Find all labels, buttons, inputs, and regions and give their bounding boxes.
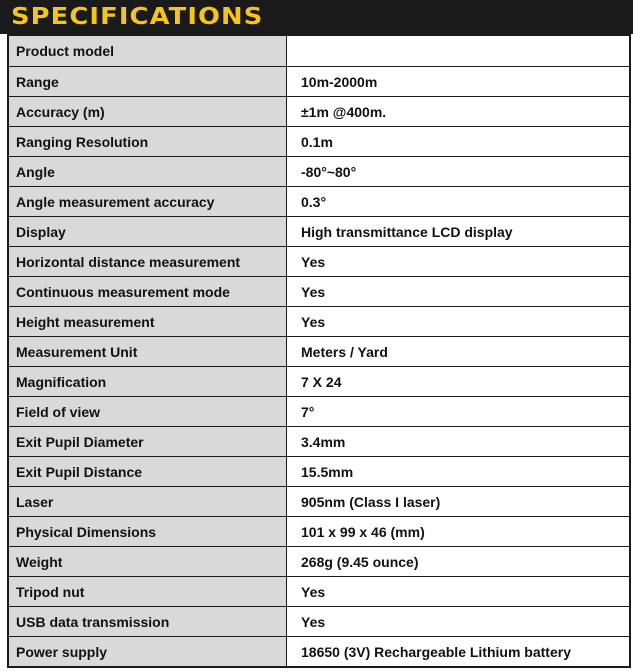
spec-label-cell: Tripod nut bbox=[9, 577, 287, 606]
spec-value-cell: -80°~80° bbox=[287, 157, 629, 186]
spec-label-cell: Accuracy (m) bbox=[9, 97, 287, 126]
spec-label-cell: Weight bbox=[9, 547, 287, 576]
spec-value-cell: Yes bbox=[287, 247, 629, 276]
specifications-header bbox=[0, 0, 633, 34]
spec-value-cell: 101 x 99 x 46 (mm) bbox=[287, 517, 629, 546]
spec-label-cell: Horizontal distance measurement bbox=[9, 247, 287, 276]
table-row bbox=[9, 546, 629, 576]
spec-label-cell: Exit Pupil Distance bbox=[9, 457, 287, 486]
spec-value-cell: 268g (9.45 ounce) bbox=[287, 547, 629, 576]
spec-value-cell: 7° bbox=[287, 397, 629, 426]
spec-label-cell: Laser bbox=[9, 487, 287, 516]
spec-value-cell: Yes bbox=[287, 607, 629, 636]
table-row bbox=[9, 366, 629, 396]
spec-label-cell: Power supply bbox=[9, 637, 287, 666]
table-row bbox=[9, 426, 629, 456]
table-row bbox=[9, 216, 629, 246]
spec-label-cell: Angle measurement accuracy bbox=[9, 187, 287, 216]
spec-label-cell: Product model bbox=[9, 36, 287, 66]
spec-label-cell: Range bbox=[9, 67, 287, 96]
spec-value-cell: 0.3° bbox=[287, 187, 629, 216]
table-row bbox=[9, 36, 629, 66]
table-row bbox=[9, 306, 629, 336]
spec-label-cell: Physical Dimensions bbox=[9, 517, 287, 546]
spec-label-cell: Display bbox=[9, 217, 287, 246]
spec-value-cell: Yes bbox=[287, 307, 629, 336]
spec-label-cell: Continuous measurement mode bbox=[9, 277, 287, 306]
table-row bbox=[9, 336, 629, 366]
spec-label-cell: Measurement Unit bbox=[9, 337, 287, 366]
spec-label-cell: Angle bbox=[9, 157, 287, 186]
spec-label-cell: Ranging Resolution bbox=[9, 127, 287, 156]
table-row bbox=[9, 516, 629, 546]
page-title: SPECIFICATIONS bbox=[11, 4, 264, 30]
table-row bbox=[9, 606, 629, 636]
table-row bbox=[9, 396, 629, 426]
spec-value-cell: 10m-2000m bbox=[287, 67, 629, 96]
spec-value-cell: 7 X 24 bbox=[287, 367, 629, 396]
spec-value-cell: 18650 (3V) Rechargeable Lithium battery bbox=[287, 637, 629, 666]
spec-value-cell: 3.4mm bbox=[287, 427, 629, 456]
specifications-table bbox=[7, 34, 631, 668]
spec-label-cell: Exit Pupil Diameter bbox=[9, 427, 287, 456]
spec-value-cell bbox=[287, 36, 629, 66]
spec-label-cell: USB data transmission bbox=[9, 607, 287, 636]
spec-label-cell: Height measurement bbox=[9, 307, 287, 336]
table-row bbox=[9, 96, 629, 126]
table-row bbox=[9, 186, 629, 216]
table-row bbox=[9, 576, 629, 606]
spec-value-cell: 15.5mm bbox=[287, 457, 629, 486]
table-row bbox=[9, 156, 629, 186]
table-row bbox=[9, 246, 629, 276]
table-row bbox=[9, 636, 629, 666]
spec-label-cell: Field of view bbox=[9, 397, 287, 426]
spec-label-cell: Magnification bbox=[9, 367, 287, 396]
spec-value-cell: 905nm (Class I laser) bbox=[287, 487, 629, 516]
table-row bbox=[9, 486, 629, 516]
spec-value-cell: Yes bbox=[287, 577, 629, 606]
table-row bbox=[9, 126, 629, 156]
table-row bbox=[9, 66, 629, 96]
spec-value-cell: ±1m @400m. bbox=[287, 97, 629, 126]
spec-value-cell: High transmittance LCD display bbox=[287, 217, 629, 246]
spec-value-cell: 0.1m bbox=[287, 127, 629, 156]
spec-value-cell: Meters / Yard bbox=[287, 337, 629, 366]
table-row bbox=[9, 276, 629, 306]
spec-value-cell: Yes bbox=[287, 277, 629, 306]
table-row bbox=[9, 456, 629, 486]
